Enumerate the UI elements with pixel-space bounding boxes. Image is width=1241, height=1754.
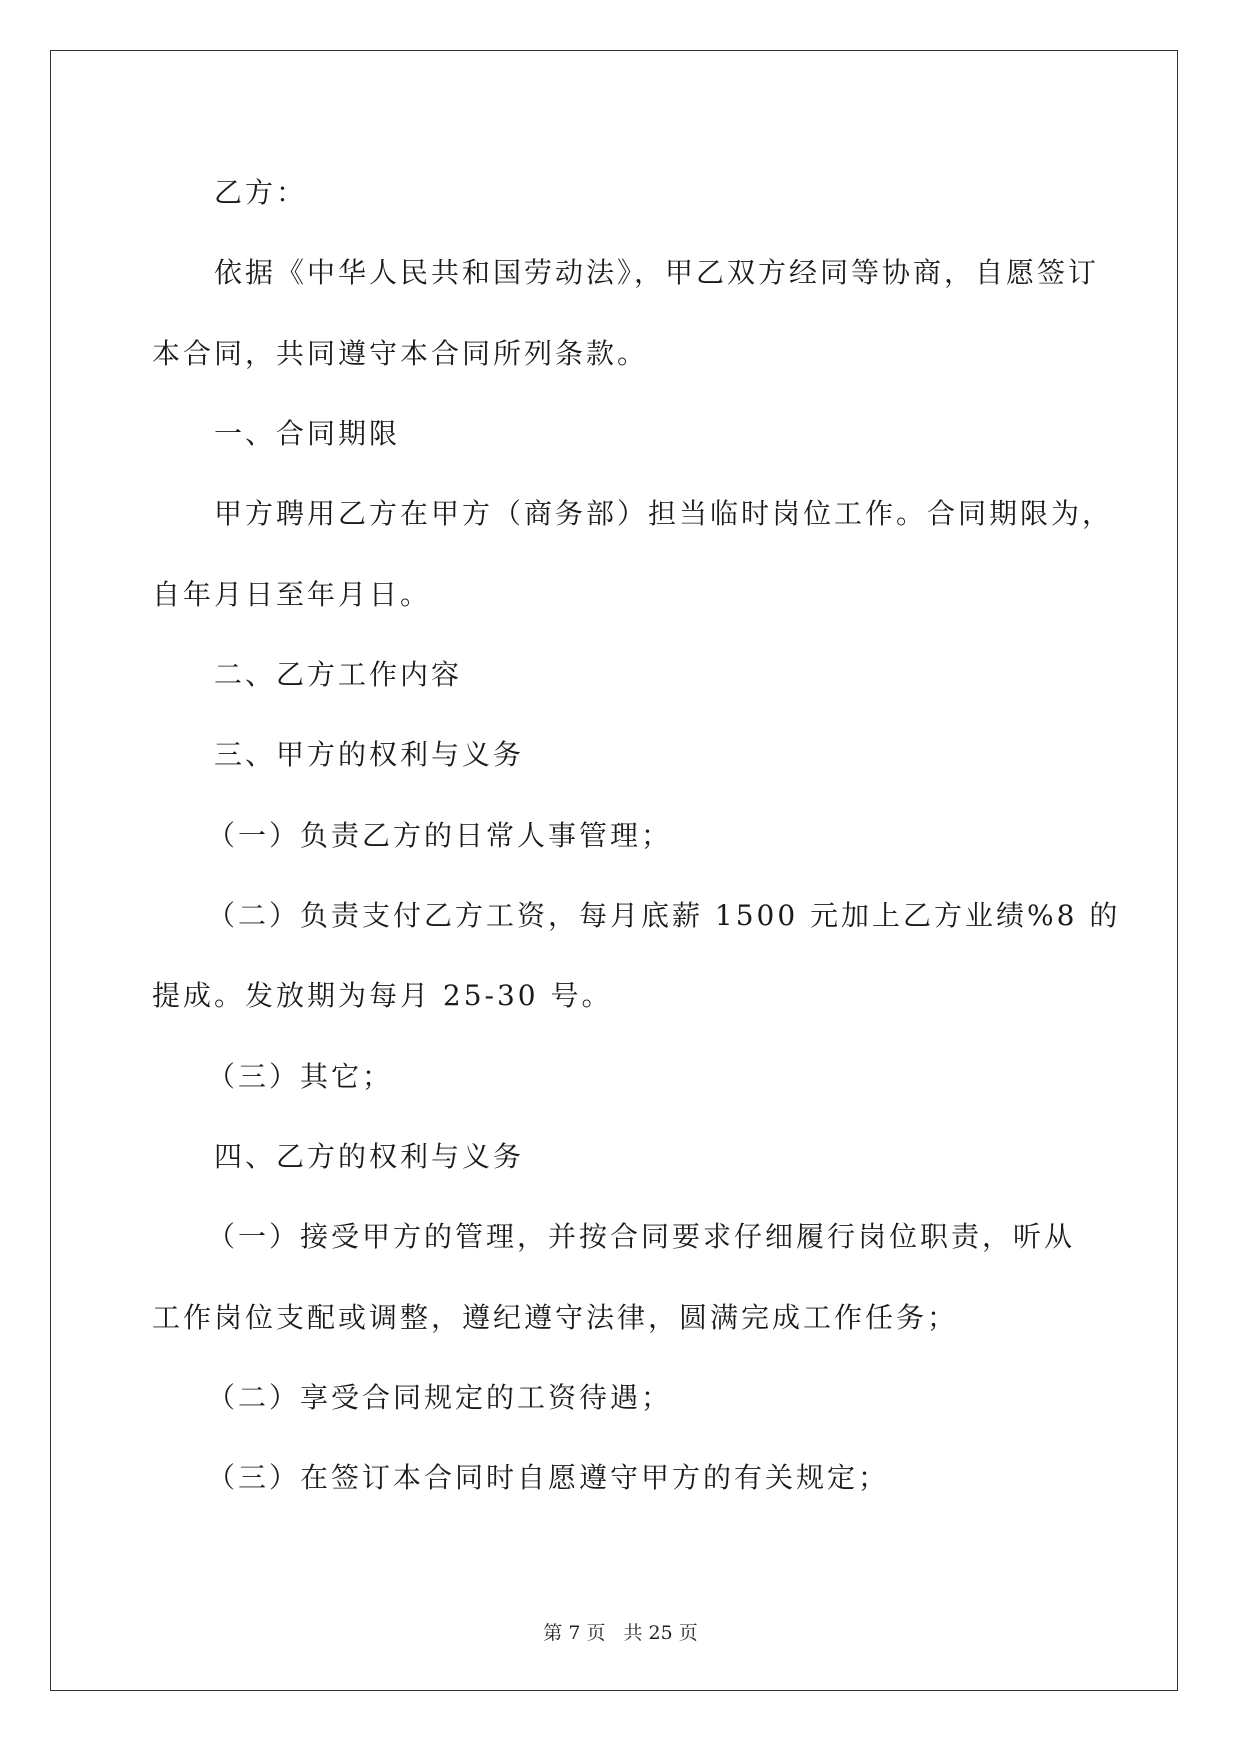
party-a-item-2-line-2: 提成。发放期为每月 25-30 号。: [152, 979, 613, 1012]
party-b-item-2: （二）享受合同规定的工资待遇；: [207, 1381, 673, 1414]
term-line-1: 甲方聘用乙方在甲方（商务部）担当临时岗位工作。合同期限为，: [214, 497, 1114, 530]
term-line-2: 自年月日至年月日。: [152, 578, 432, 611]
page-number: 第 7 页: [543, 1622, 606, 1644]
section-1-heading: 一、合同期限: [214, 417, 401, 450]
party-b-item-3: （三）在签订本合同时自愿遵守甲方的有关规定；: [207, 1461, 890, 1494]
party-a-item-1: （一）负责乙方的日常人事管理；: [207, 819, 673, 852]
page-total: 共 25 页: [623, 1622, 698, 1644]
party-a-item-2-line-1: （二）负责支付乙方工资，每月底薪 1500 元加上乙方业绩%8 的: [207, 899, 1121, 932]
page-border: [50, 50, 1178, 1691]
party-a-item-3: （三）其它；: [207, 1060, 394, 1093]
party-b-item-1-line-2: 工作岗位支配或调整，遵纪遵守法律，圆满完成工作任务；: [152, 1301, 959, 1334]
section-2-heading: 二、乙方工作内容: [214, 658, 463, 691]
preamble-line-1: 依据《中华人民共和国劳动法》，甲乙双方经同等协商，自愿签订: [214, 256, 1100, 289]
party-b-item-1-line-1: （一）接受甲方的管理，并按合同要求仔细履行岗位职责，听从: [207, 1220, 1076, 1253]
party-b-label: 乙方：: [214, 176, 308, 209]
preamble-line-2: 本合同，共同遵守本合同所列条款。: [152, 337, 649, 370]
page-footer: [0, 1621, 1241, 1645]
section-3-heading: 三、甲方的权利与义务: [214, 738, 525, 771]
section-4-heading: 四、乙方的权利与义务: [214, 1140, 525, 1173]
